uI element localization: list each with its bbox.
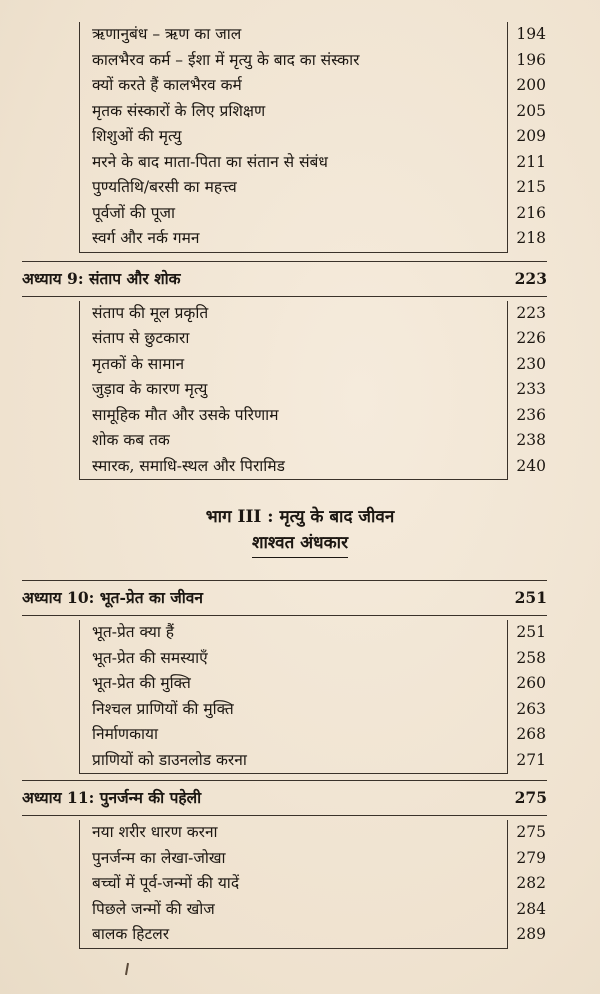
entry-title: पिछले जन्मों की खोज	[92, 899, 215, 918]
toc-entry	[79, 922, 546, 949]
entry-title: मृतक संस्कारों के लिए प्रशिक्षण	[92, 101, 266, 120]
toc-entry	[79, 73, 546, 99]
chapter-page: 275	[514, 788, 547, 807]
entry-page: 196	[516, 50, 546, 69]
chapter-title: अध्याय 10: भूत-प्रेत का जीवन	[22, 588, 204, 607]
entry-page: 289	[516, 925, 546, 943]
entry-title: बच्चों में पूर्व-जन्मों की यादें	[92, 874, 240, 892]
entry-title: मरने के बाद माता-पिता का संतान से संबंध	[92, 152, 328, 171]
entry-page: 218	[516, 229, 546, 247]
entry-title: बालक हिटलर	[92, 925, 170, 943]
chapter-page: 223	[514, 268, 547, 288]
entry-page: 194	[516, 25, 546, 43]
entry-title: जुड़ाव के कारण मृत्यु	[92, 380, 208, 398]
entry-page: 209	[516, 127, 546, 145]
entry-page: 268	[516, 725, 546, 743]
entry-group-1	[0, 22, 600, 253]
entry-page: 284	[516, 899, 546, 918]
toc-entry	[79, 871, 546, 897]
entry-page: 240	[516, 456, 546, 475]
entry-title: शिशुओं की मृत्यु	[92, 127, 182, 145]
entry-page: 251	[516, 623, 546, 641]
entry-title: मृतकों के सामान	[92, 354, 185, 373]
chapter-title: अध्याय 9: संताप और शोक	[22, 268, 181, 288]
entry-title: भूत-प्रेत की मुक्ति	[92, 674, 191, 692]
chapter-heading	[22, 780, 547, 816]
entry-page: 271	[516, 750, 546, 769]
entry-title: शोक कब तक	[92, 431, 170, 449]
entry-page: 236	[516, 405, 546, 424]
chapter-page: 251	[514, 588, 547, 607]
toc-entry	[79, 301, 546, 327]
toc-entry	[79, 99, 546, 125]
toc-entry	[79, 671, 546, 697]
entry-page: 216	[516, 203, 546, 222]
toc-entry	[79, 748, 546, 775]
toc-entry	[79, 428, 546, 454]
toc-entry	[79, 124, 546, 150]
entry-title: संताप की मूल प्रकृति	[92, 303, 209, 322]
toc-entry	[79, 201, 546, 227]
toc-entry	[79, 48, 546, 74]
toc-entry	[79, 352, 546, 378]
entry-group-2	[0, 301, 600, 481]
entry-group-4	[0, 820, 600, 949]
toc-entry	[79, 897, 546, 923]
entry-page: 282	[516, 874, 546, 892]
entry-title: पूर्वजों की पूजा	[92, 203, 176, 222]
entry-title: भूत-प्रेत क्या हैं	[92, 623, 175, 641]
entry-title: स्मारक, समाधि-स्थल और पिरामिड	[92, 456, 285, 475]
entry-title: कालभैरव कर्म – ईशा में मृत्यु के बाद का संस्कार	[92, 50, 360, 69]
entry-title: संताप से छुटकारा	[92, 329, 190, 347]
toc-entry	[79, 722, 546, 748]
part-subtitle: शाश्वत अंधकार	[252, 530, 348, 558]
entry-page: 200	[516, 76, 546, 94]
entry-page: 260	[516, 674, 546, 692]
entry-title: स्वर्ग और नर्क गमन	[92, 229, 200, 247]
entry-group-3	[0, 620, 600, 774]
toc-entry	[79, 646, 546, 672]
entry-title: पुनर्जन्म का लेखा-जोखा	[92, 848, 226, 867]
part-title: भाग III : मृत्यु के बाद जीवन	[205, 507, 395, 527]
entry-title: ऋणानुबंध – ऋण का जाल	[92, 25, 242, 43]
toc-entry	[79, 620, 546, 646]
entry-page: 279	[516, 848, 546, 867]
entry-page: 215	[516, 178, 546, 196]
entry-title: क्यों करते हैं कालभैरव कर्म	[92, 76, 242, 94]
chapter-title: अध्याय 11: पुनर्जन्म की पहेली	[22, 788, 202, 807]
entry-page: 205	[516, 101, 546, 120]
entry-title: प्राणियों को डाउनलोड करना	[92, 750, 247, 769]
entry-page: 238	[516, 431, 546, 449]
toc-entry	[79, 403, 546, 429]
chapter-heading	[22, 261, 547, 297]
entry-title: भूत-प्रेत की समस्याएँ	[92, 648, 208, 667]
toc-entry	[79, 150, 546, 176]
entry-title: नया शरीर धारण करना	[92, 823, 218, 841]
toc-entry	[79, 846, 546, 872]
part-heading	[0, 504, 600, 558]
entry-title: निर्माणकाया	[92, 725, 159, 743]
toc-entry	[79, 175, 546, 201]
toc-entry	[79, 377, 546, 403]
entry-page: 223	[516, 303, 546, 322]
entry-title: पुण्यतिथि/बरसी का महत्त्व	[92, 178, 237, 196]
entry-page: 275	[516, 823, 546, 841]
entry-page: 258	[516, 648, 546, 667]
entry-title: निश्चल प्राणियों की मुक्ति	[92, 699, 234, 718]
entry-page: 230	[516, 354, 546, 373]
entry-page: 263	[516, 699, 546, 718]
toc-entry	[79, 226, 546, 253]
toc-entry	[79, 820, 546, 846]
toc-entry	[79, 454, 546, 481]
toc-entry	[79, 697, 546, 723]
toc-entry	[79, 326, 546, 352]
entry-page: 226	[516, 329, 546, 347]
toc-entry	[79, 22, 546, 48]
table-of-contents	[0, 22, 600, 949]
entry-title: सामूहिक मौत और उसके परिणाम	[92, 405, 279, 424]
chapter-heading	[22, 580, 547, 616]
entry-page: 211	[516, 152, 546, 171]
ink-mark	[125, 963, 129, 975]
entry-page: 233	[516, 380, 546, 398]
